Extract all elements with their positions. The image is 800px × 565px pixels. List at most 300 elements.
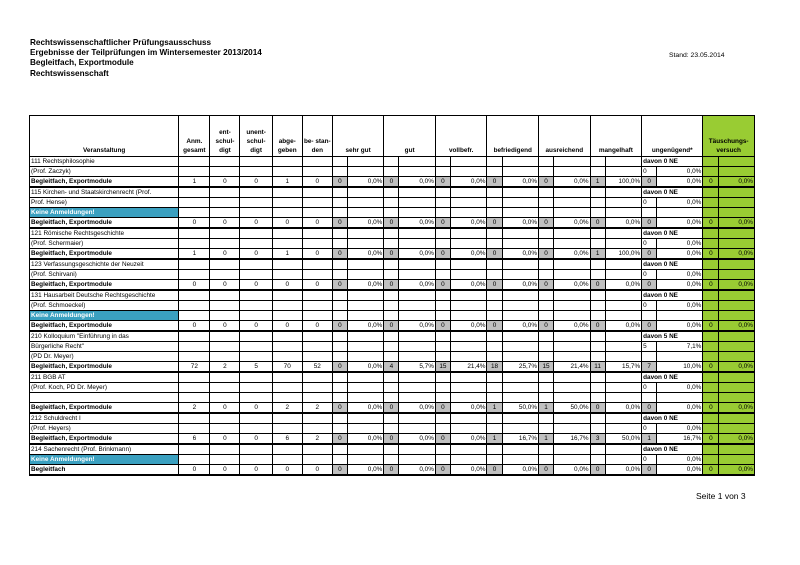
blank-cell [435,259,450,270]
col-ent: ent- schul- digt [210,116,240,157]
blank-cell [347,331,384,342]
course-info-row [30,290,755,301]
blank-cell [399,167,436,177]
blank-cell [332,383,347,393]
summary-abge: 1 [272,249,302,260]
blank-cell [554,352,591,362]
blank-cell [554,301,591,311]
summary-ar-percent: 0,0% [554,465,591,476]
summary-abge: 0 [272,321,302,332]
summary-label: Begleitfach, Exportmodule [30,403,179,414]
summary-sg-percent: 0,0% [347,321,384,332]
blank-cell [302,372,332,383]
blank-cell [332,352,347,362]
blank-cell [703,393,719,403]
blank-cell [703,413,719,424]
summary-ug-count: 0 [642,465,657,476]
summary-vb-count: 0 [435,434,450,445]
course-info-row [30,167,755,177]
summary-unent: 5 [240,362,272,373]
blank-cell [450,228,487,239]
blank-cell [210,167,240,177]
blank-cell [240,311,272,321]
col-anm: Anm. gesamt [179,116,210,157]
summary-label: Begleitfach, Exportmodule [30,362,179,373]
course-title-line: 131 Hausarbeit Deutsche Rechtsgeschichte [30,290,179,301]
summary-bf-count: 0 [487,280,502,291]
blank-cell [605,228,642,239]
summary-tv-count: 0 [703,434,719,445]
blank-cell [179,393,210,403]
summary-ug-count: 0 [642,280,657,291]
blank-cell [179,372,210,383]
blank-cell [719,270,755,280]
course-info-row [30,444,755,455]
blank-cell [719,444,755,455]
blank-cell [487,331,502,342]
summary-tv-count: 0 [703,362,719,373]
blank-cell [384,259,399,270]
blank-cell [179,270,210,280]
blank-cell [210,331,240,342]
summary-anm: 2 [179,403,210,414]
summary-ar-count: 0 [539,321,554,332]
blank-cell [450,187,487,198]
blank-cell [435,372,450,383]
blank-cell [554,413,591,424]
summary-mh-percent: 100,0% [605,249,642,260]
summary-label: Begleitfach [30,465,179,476]
blank-cell [240,331,272,342]
blank-cell [554,424,591,434]
course-summary-row [30,434,755,445]
blank-cell [384,290,399,301]
blank-cell [502,331,539,342]
blank-cell [399,311,436,321]
blank-cell [719,187,755,198]
blank-cell [590,167,605,177]
blank-cell [272,198,302,208]
blank-cell [539,455,554,465]
blank-cell [347,444,384,455]
col-abge: abge- geben [272,116,302,157]
blank-cell [435,290,450,301]
blank-cell [332,455,347,465]
summary-gut-count: 0 [384,218,399,229]
blank-cell [642,393,657,403]
blank-cell [272,372,302,383]
col-ungenuegend: ungenügend* [642,116,703,157]
blank-cell [703,259,719,270]
blank-cell [502,311,539,321]
summary-unent: 0 [240,218,272,229]
blank-cell [210,424,240,434]
ne-percent-value: 7,1% [657,342,703,352]
blank-cell [502,270,539,280]
blank-cell [487,311,502,321]
course-title-line: 211 BGB AT [30,372,179,383]
blank-cell [272,228,302,239]
blank-cell [384,157,399,167]
blank-cell [302,331,332,342]
blank-cell [240,444,272,455]
col-gut: gut [384,116,436,157]
blank-cell [605,444,642,455]
blank-cell [399,393,436,403]
blank-cell [605,424,642,434]
blank-cell [272,259,302,270]
blank-cell [435,331,450,342]
blank-cell [590,198,605,208]
blank-cell [502,167,539,177]
blank-cell [502,372,539,383]
blank-cell [272,270,302,280]
blank-cell [332,424,347,434]
blank-cell [590,187,605,198]
blank-cell [399,383,436,393]
blank-cell [539,208,554,218]
course-info-row [30,424,755,434]
blank-cell [719,208,755,218]
blank-cell [539,157,554,167]
blank-cell [435,198,450,208]
blank-cell [590,208,605,218]
blank-cell [605,393,642,403]
blank-cell [719,228,755,239]
summary-ar-count: 0 [539,280,554,291]
summary-tv-percent: 0,0% [719,177,755,188]
course-title-line: (Prof. Koch, PD Dr. Meyer) [30,383,179,393]
blank-cell [450,331,487,342]
summary-ug-percent: 10,0% [657,362,703,373]
blank-cell [703,270,719,280]
course-info-row [30,301,755,311]
course-info-row [30,413,755,424]
ne-count-label: davon 0 NE [642,259,703,270]
blank-cell [719,311,755,321]
blank-cell [384,311,399,321]
blank-cell [435,187,450,198]
blank-cell [590,290,605,301]
blank-cell [179,228,210,239]
blank-cell [539,413,554,424]
blank-cell [399,187,436,198]
summary-best: 2 [302,403,332,414]
blank-cell [302,259,332,270]
summary-ent: 2 [210,362,240,373]
blank-cell [272,455,302,465]
blank-cell [240,352,272,362]
summary-tv-percent: 0,0% [719,280,755,291]
summary-abge: 70 [272,362,302,373]
summary-sg-percent: 0,0% [347,403,384,414]
blank-cell [657,311,703,321]
summary-vb-count: 0 [435,321,450,332]
blank-cell [487,259,502,270]
blank-cell [703,301,719,311]
blank-cell [272,424,302,434]
summary-anm: 1 [179,177,210,188]
blank-cell [399,372,436,383]
summary-sg-percent: 0,0% [347,362,384,373]
summary-ar-count: 0 [539,465,554,476]
blank-cell [384,208,399,218]
blank-cell [450,198,487,208]
course-title-line: (Prof. Zaczyk) [30,167,179,177]
summary-ug-percent: 0,0% [657,403,703,414]
blank-cell [605,239,642,249]
blank-cell [240,259,272,270]
blank-cell [179,187,210,198]
summary-sg-count: 0 [332,249,347,260]
blank-cell [399,352,436,362]
summary-ar-count: 0 [539,249,554,260]
ne-percent-value: 0,0% [657,455,703,465]
blank-cell [435,208,450,218]
blank-cell [450,342,487,352]
blank-cell [179,331,210,342]
blank-cell [179,208,210,218]
course-title-line: (PD Dr. Meyer) [30,352,179,362]
summary-vb-count: 0 [435,403,450,414]
blank-cell [554,444,591,455]
blank-cell [210,157,240,167]
blank-cell [487,383,502,393]
blank-cell [450,301,487,311]
blank-cell [179,239,210,249]
course-title-line: 121 Römische Rechtsgeschichte [30,228,179,239]
blank-cell [605,331,642,342]
summary-unent: 0 [240,434,272,445]
blank-cell [240,424,272,434]
blank-cell [332,270,347,280]
summary-mh-percent: 50,0% [605,434,642,445]
blank-cell [302,393,332,403]
page-number: Seite 1 von 3 [696,491,746,501]
blank-cell [332,259,347,270]
blank-cell [605,372,642,383]
header-line-2: Ergebnisse der Teilprüfungen im Wintersemester 2013/2014 [30,48,262,58]
summary-label: Begleitfach, Exportmodule [30,177,179,188]
blank-cell [302,455,332,465]
summary-ent: 0 [210,321,240,332]
blank-cell [435,444,450,455]
summary-tv-count: 0 [703,177,719,188]
blank-cell [302,157,332,167]
blank-cell [210,208,240,218]
ne-count-label: davon 0 NE [642,444,703,455]
summary-vb-percent: 0,0% [450,218,487,229]
summary-ar-count: 1 [539,403,554,414]
blank-cell [399,239,436,249]
summary-bf-percent: 16,7% [502,434,539,445]
blank-cell [210,239,240,249]
blank-cell [179,342,210,352]
blank-cell [539,228,554,239]
blank-cell [179,301,210,311]
blank-cell [554,259,591,270]
summary-mh-count: 0 [590,321,605,332]
summary-abge: 0 [272,280,302,291]
summary-anm: 72 [179,362,210,373]
blank-cell [703,311,719,321]
blank-cell [399,198,436,208]
blank-cell [450,352,487,362]
blank-cell [703,167,719,177]
blank-cell [179,157,210,167]
blank-cell [450,157,487,167]
blank-cell [435,228,450,239]
blank-cell [347,259,384,270]
blank-cell [302,352,332,362]
blank-cell [347,208,384,218]
blank-cell [590,383,605,393]
blank-cell [539,383,554,393]
course-info-row [30,259,755,270]
blank-cell [590,352,605,362]
col-sehr-gut: sehr gut [332,116,384,157]
blank-cell [435,167,450,177]
blank-cell [502,157,539,167]
summary-tv-percent: 0,0% [719,434,755,445]
ne-count-label: davon 0 NE [642,372,703,383]
summary-ent: 0 [210,434,240,445]
summary-abge: 1 [272,177,302,188]
summary-mh-count: 0 [590,218,605,229]
summary-sg-count: 0 [332,280,347,291]
summary-abge: 2 [272,403,302,414]
blank-cell [487,301,502,311]
ne-count-value: 0 [642,239,657,249]
blank-cell [450,372,487,383]
summary-bf-count: 0 [487,177,502,188]
ne-percent-value: 0,0% [657,301,703,311]
summary-gut-percent: 0,0% [399,465,436,476]
blank-cell [332,372,347,383]
summary-bf-percent: 25,7% [502,362,539,373]
summary-tv-percent: 0,0% [719,465,755,476]
blank-cell [384,342,399,352]
summary-vb-percent: 0,0% [450,321,487,332]
summary-gut-count: 0 [384,249,399,260]
no-registrations-label: Keine Anmeldungen! [30,455,179,465]
summary-best: 52 [302,362,332,373]
summary-mh-percent: 0,0% [605,403,642,414]
blank-cell [302,301,332,311]
summary-gut-percent: 0,0% [399,321,436,332]
summary-mh-percent: 0,0% [605,280,642,291]
header-line-4: Rechtswissenschaft [30,68,109,78]
summary-best: 0 [302,465,332,476]
blank-cell [657,208,703,218]
summary-bf-percent: 50,0% [502,403,539,414]
summary-mh-count: 0 [590,403,605,414]
summary-sg-count: 0 [332,362,347,373]
blank-cell [539,301,554,311]
ne-percent-value: 0,0% [657,239,703,249]
blank-cell [605,301,642,311]
summary-ug-percent: 0,0% [657,280,703,291]
summary-bf-percent: 0,0% [502,280,539,291]
blank-cell [539,259,554,270]
summary-tv-percent: 0,0% [719,403,755,414]
summary-label: Begleitfach, Exportmodule [30,434,179,445]
summary-gut-count: 0 [384,177,399,188]
blank-cell [502,239,539,249]
blank-cell [240,342,272,352]
blank-cell [272,290,302,301]
course-summary-row [30,249,755,260]
blank-cell [554,208,591,218]
blank-cell [435,301,450,311]
blank-cell [502,342,539,352]
course-title-line: 123 Verfassungsgeschichte der Neuzeit [30,259,179,270]
blank-cell [210,270,240,280]
no-registrations-label: Keine Anmeldungen! [30,311,179,321]
blank-cell [554,228,591,239]
blank-cell [332,393,347,403]
col-vollbefr: vollbefr. [435,116,487,157]
course-title-line: (Prof. Schirvani) [30,270,179,280]
blank-cell [435,342,450,352]
summary-sg-count: 0 [332,403,347,414]
blank-cell [502,259,539,270]
blank-cell [539,187,554,198]
blank-cell [399,413,436,424]
blank-cell [450,393,487,403]
blank-cell [332,413,347,424]
blank-cell [435,413,450,424]
blank-cell [539,270,554,280]
blank-cell [347,455,384,465]
blank-cell [240,167,272,177]
course-info-row [30,311,755,321]
col-befriedigend: befriedigend [487,116,539,157]
ne-percent-value: 0,0% [657,198,703,208]
blank-cell [539,352,554,362]
col-veranstaltung: Veranstaltung [30,116,179,157]
summary-tv-count: 0 [703,280,719,291]
blank-cell [240,393,272,403]
summary-mh-count: 11 [590,362,605,373]
summary-vb-count: 0 [435,465,450,476]
blank-cell [399,290,436,301]
blank-cell [605,157,642,167]
course-summary-row [30,177,755,188]
header-line-1: Rechtswissenschaftlicher Prüfungsausschuss [30,38,212,47]
summary-ar-count: 0 [539,218,554,229]
ne-count-label: davon 0 NE [642,228,703,239]
blank-cell [450,270,487,280]
blank-cell [642,352,657,362]
blank-cell [539,424,554,434]
course-title-line: 115 Kirchen- und Staatskirchenrecht (Prof. [30,187,179,198]
course-info-row [30,331,755,342]
blank-cell [272,208,302,218]
summary-best: 2 [302,434,332,445]
summary-gut-percent: 0,0% [399,434,436,445]
ne-count-label: davon 0 NE [642,413,703,424]
blank-cell [384,352,399,362]
course-info-row [30,208,755,218]
blank-cell [703,187,719,198]
blank-cell [487,372,502,383]
blank-cell [487,393,502,403]
blank-cell [502,383,539,393]
summary-ent: 0 [210,218,240,229]
summary-mh-count: 0 [590,465,605,476]
blank-cell [450,383,487,393]
